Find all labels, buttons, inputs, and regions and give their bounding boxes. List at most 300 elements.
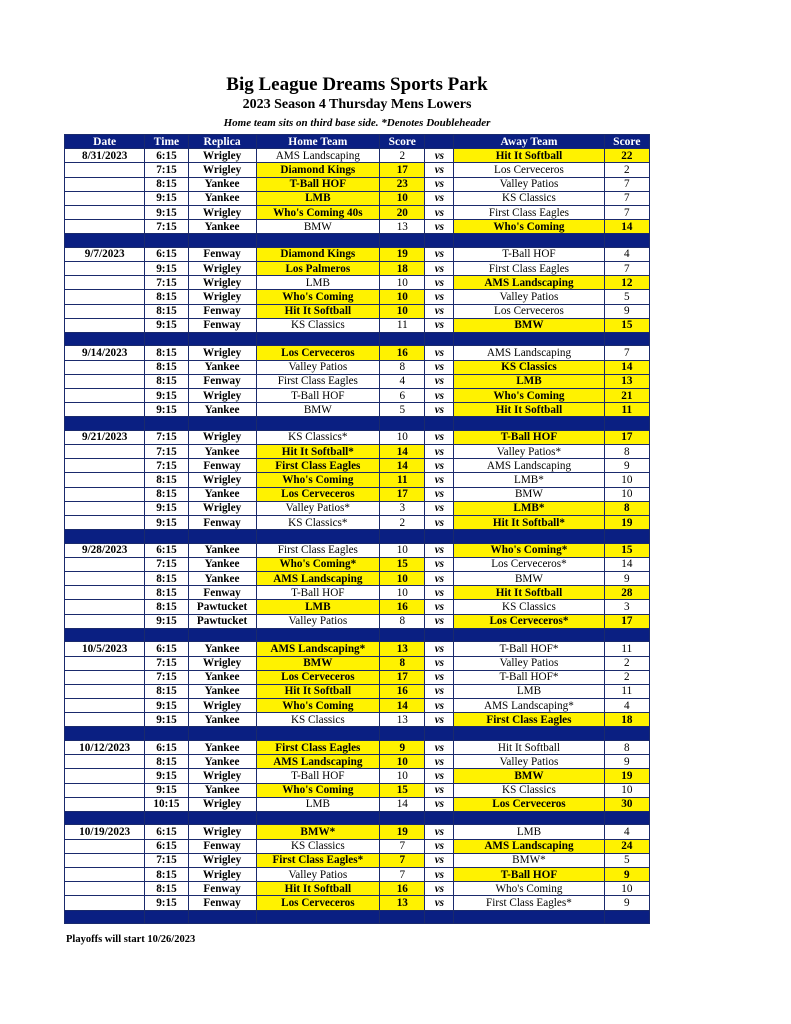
game-replica: Fenway [188, 839, 256, 853]
game-time: 9:15 [145, 614, 188, 628]
table-row [65, 177, 650, 191]
table-row [65, 797, 650, 811]
table-row [65, 642, 650, 656]
home-score: 8 [380, 360, 425, 374]
game-time: 6:15 [145, 642, 188, 656]
game-date [65, 783, 145, 797]
vs-label: vs [425, 684, 454, 698]
separator-cell [604, 910, 649, 924]
away-team: Los Cerveceros* [454, 557, 604, 571]
home-team: Los Cerveceros [256, 670, 380, 684]
game-date [65, 557, 145, 571]
game-replica: Wrigley [188, 346, 256, 360]
table-row [65, 699, 650, 713]
home-team: Los Cerveceros [256, 346, 380, 360]
separator-cell [425, 417, 454, 431]
away-team: First Class Eagles [454, 205, 604, 219]
separator-cell [380, 417, 425, 431]
table-row [65, 191, 650, 205]
game-date [65, 262, 145, 276]
game-time: 6:15 [145, 839, 188, 853]
game-time: 8:15 [145, 374, 188, 388]
game-date [65, 459, 145, 473]
game-time: 7:15 [145, 276, 188, 290]
vs-label: vs [425, 220, 454, 234]
separator-cell [65, 628, 145, 642]
game-time: 7:15 [145, 670, 188, 684]
week-separator [65, 628, 650, 642]
separator-cell [145, 628, 188, 642]
game-time: 6:15 [145, 247, 188, 261]
away-team: LMB [454, 684, 604, 698]
home-team: Hit It Softball [256, 882, 380, 896]
table-row [65, 149, 650, 163]
away-team: AMS Landscaping [454, 346, 604, 360]
table-row [65, 783, 650, 797]
away-team: Hit It Softball [454, 149, 604, 163]
away-team: Who's Coming [454, 882, 604, 896]
separator-cell [425, 811, 454, 825]
away-score: 9 [604, 755, 649, 769]
game-time: 6:15 [145, 825, 188, 839]
home-team: KS Classics* [256, 430, 380, 444]
header-time: Time [145, 135, 188, 149]
game-date: 9/7/2023 [65, 247, 145, 261]
vs-label: vs [425, 797, 454, 811]
separator-cell [380, 727, 425, 741]
game-replica: Pawtucket [188, 614, 256, 628]
separator-cell [604, 530, 649, 544]
away-team: Los Cerveceros [454, 304, 604, 318]
playoffs-note: Playoffs will start 10/26/2023 [66, 934, 196, 945]
separator-cell [454, 417, 604, 431]
game-time: 9:15 [145, 501, 188, 515]
table-row [65, 501, 650, 515]
away-score: 7 [604, 205, 649, 219]
away-team: Los Cerveceros [454, 163, 604, 177]
away-team: Valley Patios [454, 177, 604, 191]
game-replica: Wrigley [188, 797, 256, 811]
away-score: 24 [604, 839, 649, 853]
game-replica: Yankee [188, 191, 256, 205]
away-score: 10 [604, 783, 649, 797]
home-team: Who's Coming* [256, 557, 380, 571]
separator-cell [425, 332, 454, 346]
vs-label: vs [425, 557, 454, 571]
separator-cell [454, 910, 604, 924]
separator-cell [145, 727, 188, 741]
home-team: AMS Landscaping* [256, 642, 380, 656]
away-team: BMW [454, 318, 604, 332]
home-score: 14 [380, 797, 425, 811]
table-row [65, 572, 650, 586]
away-score: 7 [604, 177, 649, 191]
game-replica: Wrigley [188, 163, 256, 177]
home-team: KS Classics* [256, 516, 380, 530]
separator-cell [256, 628, 380, 642]
home-score: 11 [380, 318, 425, 332]
home-score: 19 [380, 247, 425, 261]
separator-cell [425, 530, 454, 544]
game-replica: Fenway [188, 304, 256, 318]
away-team: Hit It Softball* [454, 516, 604, 530]
home-score: 4 [380, 374, 425, 388]
away-team: KS Classics [454, 783, 604, 797]
vs-label: vs [425, 867, 454, 881]
game-date [65, 882, 145, 896]
home-score: 10 [380, 290, 425, 304]
away-team: BMW [454, 769, 604, 783]
table-row [65, 543, 650, 557]
home-team: Hit It Softball [256, 684, 380, 698]
away-score: 18 [604, 713, 649, 727]
game-time: 9:15 [145, 713, 188, 727]
home-team: Valley Patios [256, 867, 380, 881]
home-team: Los Palmeros [256, 262, 380, 276]
game-time: 9:15 [145, 403, 188, 417]
game-time: 8:15 [145, 684, 188, 698]
home-team: T-Ball HOF [256, 177, 380, 191]
vs-label: vs [425, 346, 454, 360]
home-score: 6 [380, 389, 425, 403]
game-date: 10/12/2023 [65, 740, 145, 754]
home-score: 2 [380, 516, 425, 530]
table-row [65, 755, 650, 769]
away-score: 9 [604, 867, 649, 881]
game-date [65, 501, 145, 515]
vs-label: vs [425, 163, 454, 177]
away-score: 8 [604, 445, 649, 459]
separator-cell [454, 234, 604, 248]
game-replica: Wrigley [188, 853, 256, 867]
separator-cell [256, 530, 380, 544]
game-date [65, 572, 145, 586]
vs-label: vs [425, 191, 454, 205]
game-date [65, 867, 145, 881]
away-score: 13 [604, 374, 649, 388]
away-team: LMB [454, 825, 604, 839]
game-replica: Wrigley [188, 501, 256, 515]
game-replica: Fenway [188, 516, 256, 530]
game-replica: Wrigley [188, 276, 256, 290]
separator-cell [454, 727, 604, 741]
home-team: Who's Coming [256, 699, 380, 713]
home-team: Valley Patios [256, 360, 380, 374]
home-team: LMB [256, 797, 380, 811]
table-row [65, 896, 650, 910]
table-row [65, 614, 650, 628]
home-score: 23 [380, 177, 425, 191]
game-date [65, 699, 145, 713]
separator-cell [188, 417, 256, 431]
game-date: 10/5/2023 [65, 642, 145, 656]
away-team: Hit It Softball [454, 403, 604, 417]
away-team: Who's Coming [454, 220, 604, 234]
game-time: 6:15 [145, 543, 188, 557]
table-row [65, 374, 650, 388]
away-score: 15 [604, 543, 649, 557]
home-score: 7 [380, 839, 425, 853]
separator-cell [380, 910, 425, 924]
home-score: 15 [380, 783, 425, 797]
vs-label: vs [425, 586, 454, 600]
header-vs [425, 135, 454, 149]
game-time: 9:15 [145, 699, 188, 713]
game-time: 8:15 [145, 360, 188, 374]
vs-label: vs [425, 177, 454, 191]
away-team: LMB [454, 374, 604, 388]
game-replica: Yankee [188, 360, 256, 374]
home-team: KS Classics [256, 713, 380, 727]
away-team: First Class Eagles* [454, 896, 604, 910]
separator-cell [65, 811, 145, 825]
away-score: 19 [604, 516, 649, 530]
vs-label: vs [425, 825, 454, 839]
table-row [65, 487, 650, 501]
separator-cell [256, 332, 380, 346]
game-date [65, 360, 145, 374]
game-replica: Fenway [188, 318, 256, 332]
home-score: 8 [380, 614, 425, 628]
game-time: 10:15 [145, 797, 188, 811]
game-time: 9:15 [145, 262, 188, 276]
week-separator [65, 811, 650, 825]
away-team: Hit It Softball [454, 586, 604, 600]
away-team: AMS Landscaping* [454, 699, 604, 713]
game-replica: Yankee [188, 487, 256, 501]
game-date [65, 304, 145, 318]
game-replica: Wrigley [188, 699, 256, 713]
vs-label: vs [425, 445, 454, 459]
game-date [65, 769, 145, 783]
game-replica: Yankee [188, 740, 256, 754]
separator-cell [188, 811, 256, 825]
game-time: 6:15 [145, 149, 188, 163]
home-score: 11 [380, 473, 425, 487]
game-date: 9/14/2023 [65, 346, 145, 360]
separator-cell [380, 332, 425, 346]
game-date [65, 797, 145, 811]
away-score: 14 [604, 557, 649, 571]
table-row [65, 220, 650, 234]
separator-cell [604, 332, 649, 346]
away-score: 17 [604, 430, 649, 444]
vs-label: vs [425, 374, 454, 388]
game-date [65, 656, 145, 670]
page-title: Big League Dreams Sports Park [226, 74, 488, 95]
separator-cell [604, 811, 649, 825]
away-score: 5 [604, 853, 649, 867]
home-score: 17 [380, 487, 425, 501]
separator-cell [256, 417, 380, 431]
game-time: 8:15 [145, 346, 188, 360]
separator-cell [188, 530, 256, 544]
separator-cell [256, 727, 380, 741]
home-score: 7 [380, 853, 425, 867]
home-score: 10 [380, 304, 425, 318]
separator-cell [425, 910, 454, 924]
table-row [65, 430, 650, 444]
game-replica: Wrigley [188, 769, 256, 783]
table-row [65, 586, 650, 600]
week-separator [65, 332, 650, 346]
game-time: 9:15 [145, 516, 188, 530]
separator-cell [65, 417, 145, 431]
home-score: 15 [380, 557, 425, 571]
home-score: 10 [380, 276, 425, 290]
table-row [65, 290, 650, 304]
separator-cell [145, 811, 188, 825]
table-row [65, 516, 650, 530]
game-time: 7:15 [145, 163, 188, 177]
vs-label: vs [425, 614, 454, 628]
separator-cell [604, 628, 649, 642]
separator-cell [454, 811, 604, 825]
game-time: 8:15 [145, 882, 188, 896]
separator-cell [188, 910, 256, 924]
home-score: 10 [380, 755, 425, 769]
home-team: Who's Coming [256, 290, 380, 304]
away-team: Los Cerveceros [454, 797, 604, 811]
game-time: 8:15 [145, 290, 188, 304]
away-score: 14 [604, 220, 649, 234]
game-time: 8:15 [145, 572, 188, 586]
header-away-score: Score [604, 135, 649, 149]
away-score: 12 [604, 276, 649, 290]
home-team: First Class Eagles [256, 374, 380, 388]
home-score: 16 [380, 684, 425, 698]
game-replica: Wrigley [188, 867, 256, 881]
game-date [65, 853, 145, 867]
game-time: 7:15 [145, 557, 188, 571]
home-team: AMS Landscaping [256, 755, 380, 769]
game-replica: Wrigley [188, 290, 256, 304]
away-team: BMW [454, 572, 604, 586]
vs-label: vs [425, 459, 454, 473]
home-score: 18 [380, 262, 425, 276]
home-team: First Class Eagles* [256, 853, 380, 867]
game-replica: Wrigley [188, 149, 256, 163]
schedule-note: Home team sits on third base side. *Denotes Doubleheader [223, 117, 491, 129]
game-date [65, 839, 145, 853]
table-row [65, 839, 650, 853]
header-date: Date [65, 135, 145, 149]
away-team: T-Ball HOF [454, 247, 604, 261]
home-score: 2 [380, 149, 425, 163]
game-date [65, 318, 145, 332]
away-team: Hit It Softball [454, 740, 604, 754]
game-replica: Fenway [188, 896, 256, 910]
game-date [65, 896, 145, 910]
home-score: 13 [380, 220, 425, 234]
game-time: 7:15 [145, 220, 188, 234]
separator-cell [425, 628, 454, 642]
home-score: 10 [380, 543, 425, 557]
separator-cell [425, 234, 454, 248]
vs-label: vs [425, 769, 454, 783]
home-score: 9 [380, 740, 425, 754]
away-score: 7 [604, 262, 649, 276]
away-score: 2 [604, 163, 649, 177]
header-row [65, 135, 650, 149]
vs-label: vs [425, 853, 454, 867]
table-row [65, 389, 650, 403]
game-date [65, 713, 145, 727]
home-team: Hit It Softball [256, 304, 380, 318]
away-team: BMW [454, 487, 604, 501]
home-score: 8 [380, 656, 425, 670]
separator-cell [380, 811, 425, 825]
vs-label: vs [425, 487, 454, 501]
away-team: KS Classics [454, 191, 604, 205]
game-date [65, 177, 145, 191]
separator-cell [604, 417, 649, 431]
header-away-team: Away Team [454, 135, 604, 149]
game-date: 9/21/2023 [65, 430, 145, 444]
home-team: Diamond Kings [256, 247, 380, 261]
home-score: 20 [380, 205, 425, 219]
home-team: BMW [256, 403, 380, 417]
header-home-team: Home Team [256, 135, 380, 149]
week-separator [65, 234, 650, 248]
vs-label: vs [425, 403, 454, 417]
home-score: 10 [380, 586, 425, 600]
vs-label: vs [425, 276, 454, 290]
game-time: 9:15 [145, 205, 188, 219]
away-team: Valley Patios [454, 656, 604, 670]
separator-cell [425, 727, 454, 741]
vs-label: vs [425, 247, 454, 261]
home-team: KS Classics [256, 318, 380, 332]
game-date [65, 600, 145, 614]
game-date: 10/19/2023 [65, 825, 145, 839]
away-score: 19 [604, 769, 649, 783]
away-score: 2 [604, 670, 649, 684]
game-replica: Yankee [188, 445, 256, 459]
away-team: KS Classics [454, 600, 604, 614]
away-team: KS Classics [454, 360, 604, 374]
separator-cell [145, 417, 188, 431]
home-team: First Class Eagles [256, 543, 380, 557]
vs-label: vs [425, 501, 454, 515]
away-score: 17 [604, 614, 649, 628]
home-team: T-Ball HOF [256, 769, 380, 783]
game-date [65, 276, 145, 290]
game-replica: Fenway [188, 586, 256, 600]
away-score: 2 [604, 656, 649, 670]
separator-cell [65, 332, 145, 346]
away-score: 10 [604, 882, 649, 896]
separator-cell [145, 910, 188, 924]
separator-cell [256, 811, 380, 825]
game-replica: Yankee [188, 557, 256, 571]
vs-label: vs [425, 896, 454, 910]
week-separator [65, 910, 650, 924]
game-time: 8:15 [145, 586, 188, 600]
game-date: 9/28/2023 [65, 543, 145, 557]
game-replica: Yankee [188, 220, 256, 234]
game-replica: Wrigley [188, 825, 256, 839]
separator-cell [454, 332, 604, 346]
away-score: 9 [604, 896, 649, 910]
away-score: 11 [604, 403, 649, 417]
game-time: 8:15 [145, 600, 188, 614]
away-score: 9 [604, 459, 649, 473]
away-team: T-Ball HOF* [454, 670, 604, 684]
game-time: 6:15 [145, 740, 188, 754]
away-team: LMB* [454, 473, 604, 487]
vs-label: vs [425, 304, 454, 318]
